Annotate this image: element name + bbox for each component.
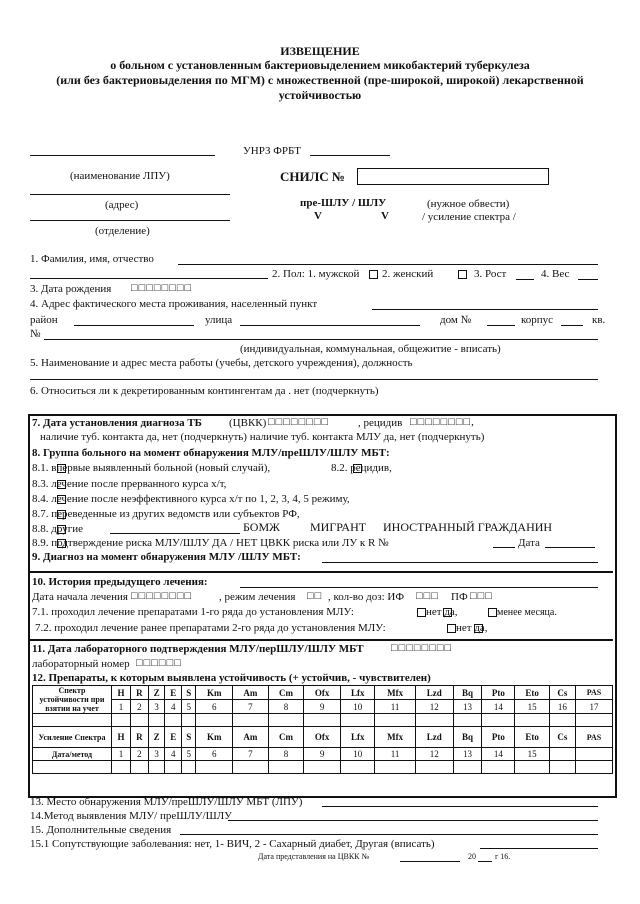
house-label: дом № [440,314,472,326]
detection-method-line[interactable] [228,820,598,821]
s12-heading: 12. Препараты, к которым выявлена устойчивость (+ устойчив, - чувствителен) [32,672,431,684]
diagnosis-line[interactable] [322,562,598,563]
year-line[interactable] [478,861,492,862]
blank-cell[interactable] [304,714,341,727]
drug-km: Km [196,686,233,700]
drug-z: Z [148,686,165,700]
drug-pto: Pto [482,686,515,700]
drug-num-row [33,700,613,714]
num2-cell[interactable]: 1 [112,748,131,761]
need-caption: (нужное обвести) [427,198,510,210]
unrz-label: УНРЗ ФРБТ [243,145,301,157]
check-mark-1: V [314,210,322,222]
settlement-line[interactable] [372,309,598,310]
cvkk-num-line[interactable] [493,547,515,548]
blank-cell[interactable] [375,761,415,774]
department-line[interactable] [30,220,230,221]
migrant-label: МИГРАНТ [310,520,367,534]
address-fact-label: 4. Адрес фактического места проживания, населенный пункт [30,298,318,310]
doc-subtitle-1: о больном с установленным бактериовыделением микобактерий туберкулеза [110,58,530,72]
dob-boxes[interactable]: □□□□□□□□ [131,282,193,294]
blank-cell[interactable] [575,761,612,774]
s8-heading: 8. Группа больного на момент обнаружения МЛУ/преШЛУ/ШЛУ МБТ: [32,447,390,459]
s8-item-8: 8.8. другие [32,523,83,535]
pf-doses-boxes[interactable]: □□□ [470,590,493,602]
drug2-cm: Cm [268,727,304,748]
drug2-ofx: Ofx [304,727,341,748]
s10-heading: 10. История предыдущего лечения: [32,576,208,588]
blank-cell [33,714,112,727]
dob-label: 3. Дата рождения [30,283,112,295]
first-line-yes-checkbox[interactable] [443,608,452,617]
contact-text: наличие туб. контакта да, нет (подчеркнуть) наличие туб. контакта МЛУ да, нет (подчеркнуть) [40,431,485,443]
drug-header-row [33,686,613,700]
blank-cell[interactable] [515,714,549,727]
sex-label: 2. Пол: 1. мужской [272,268,360,280]
snils-label: СНИЛС № [280,169,345,184]
blank-cell[interactable] [549,714,575,727]
history-line[interactable] [240,587,598,588]
address-caption: (адрес) [105,199,139,211]
s8-item-8-checkbox[interactable] [57,525,66,534]
s9-heading: 9. Диагноз на момент обнаружения МЛУ /ШЛУ МБТ: [32,551,301,563]
workplace-label: 5. Наименование и адрес места работы (учебы, детского учреждения), должность [30,357,413,369]
blank-cell[interactable] [482,761,515,774]
korpus-line[interactable] [561,325,583,326]
drug2-r: R [131,727,149,748]
male-checkbox[interactable] [369,270,378,279]
blank-cell[interactable] [182,714,196,727]
weight-line[interactable] [578,279,598,280]
apartment-num-label: № [30,328,41,340]
num-cell[interactable]: 2 [131,700,149,714]
num2-cell[interactable]: 2 [131,748,149,761]
blank-cell[interactable] [165,761,182,774]
blank-cell[interactable] [268,761,304,774]
lab-number-boxes[interactable]: □□□□□□ [136,657,182,669]
doc-subtitle-2: (или без бактериовыделения по МГМ) с множественной (пре-широкой, широкой) лекарственной [56,73,584,87]
num-cell[interactable]: 10 [341,700,375,714]
unrz-line[interactable] [310,155,390,156]
s8-item-1-checkbox[interactable] [57,464,66,473]
drug2-lzd: Lzd [415,727,453,748]
drug2-lfx: Lfx [341,727,375,748]
num2-cell[interactable]: 8 [268,748,304,761]
blank-cell[interactable] [482,714,515,727]
preshlu-label: пре-ШЛУ / ШЛУ [300,197,387,209]
blank-cell[interactable] [112,761,131,774]
drug2-am: Am [233,727,269,748]
blank-cell[interactable] [341,761,375,774]
num-cell[interactable]: 3 [148,700,165,714]
first-line-options: нет да, [426,606,458,618]
female-checkbox[interactable] [458,270,467,279]
amplification-cell: Усиление Спектра [33,727,112,748]
num-cell[interactable]: 6 [196,700,233,714]
first-line-no-checkbox[interactable] [417,608,426,617]
num-cell[interactable]: 15 [515,700,549,714]
foreigner-label: ИНОСТРАННЫЙ ГРАЖДАНИН [383,520,553,534]
diagnosis-date-boxes[interactable]: □□□□□□□□ [268,416,330,428]
num2-cell[interactable]: 6 [196,748,233,761]
weight-label: 4. Вес [541,268,570,280]
resistance-table [32,685,613,774]
num2-cell[interactable]: 11 [375,748,415,761]
treatment-start-label: Дата начала лечения [32,591,128,603]
num2-cell[interactable]: 9 [304,748,341,761]
relapse-label: , рецидив [358,417,403,429]
comorbidity-label: 15.1 Сопутствующие заболевания: нет, 1- ВИЧ, 2 - Сахарный диабет, Другая (вписать) [30,838,435,850]
s8-item-3: 8.3. лечение после прерванного курса х/т, [32,478,227,490]
street-label: улица [205,314,233,326]
second-line-text: 7.2. проходил лечение ранее препаратами 2-го ряда до установления МЛУ: [35,622,386,634]
num-cell[interactable]: 16 [549,700,575,714]
drug2-pas: PAS [575,727,612,748]
drug2-pto: Pto [482,727,515,748]
less-month-label: менее месяца. [497,607,557,618]
num2-cell[interactable]: 15 [515,748,549,761]
fio-line[interactable] [178,264,598,265]
first-line-month-checkbox[interactable] [488,608,497,617]
drug-lzd: Lzd [415,686,453,700]
drug-s: S [182,686,196,700]
drug-e: E [165,686,182,700]
regimen-boxes[interactable]: □□ [307,590,323,602]
blank-cell[interactable] [268,714,304,727]
blank-cell[interactable] [515,761,549,774]
drug-r: R [131,686,149,700]
drug2-km: Km [196,727,233,748]
drug-pas: PAS [575,686,612,700]
blank-cell[interactable] [182,761,196,774]
street-line[interactable] [240,325,420,326]
fio-line-2[interactable] [30,278,268,279]
blank-cell[interactable] [196,714,233,727]
drug2-e: E [165,727,182,748]
s8-item-7: 8.7. переведенные из других ведомств или субъектов РФ, [32,508,300,520]
blank-cell[interactable] [453,761,482,774]
district-line[interactable] [74,325,194,326]
blank-cell[interactable] [341,714,375,727]
district-label: район [30,314,58,326]
relapse-date-boxes[interactable]: □□□□□□□□, [410,416,475,428]
cvkk-date-label: Дата представления на ЦВКК № [258,852,370,861]
doc-subtitle-3: устойчивостью [278,88,362,102]
height-label: 3. Рост [474,268,507,280]
address-line[interactable] [30,194,230,195]
workplace-line[interactable] [30,379,598,380]
num-cell[interactable]: 4 [165,700,182,714]
num-cell[interactable]: 9 [304,700,341,714]
num-cell[interactable]: 14 [482,700,515,714]
date-method-cell: Дата/метод [33,748,112,761]
treatment-start-boxes[interactable]: □□□□□□□□ [131,590,193,602]
snils-input[interactable] [357,168,549,185]
separator-1 [28,571,613,573]
blank-cell[interactable] [233,714,269,727]
drug2-mfx: Mfx [375,727,415,748]
year-label: 20 [468,852,476,861]
s8-date-line[interactable] [545,547,595,548]
if-doses-boxes[interactable]: □□□ [416,590,439,602]
num-cell[interactable]: 13 [453,700,482,714]
s8-item-4-checkbox[interactable] [57,495,66,504]
num2-cell[interactable]: 5 [182,748,196,761]
drug2-h: H [112,727,131,748]
second-line-yes-checkbox[interactable] [474,624,483,633]
s8-item-2-checkbox[interactable] [353,464,362,473]
korpus-label: корпус [521,314,554,326]
spectrum-cell: Спектр устойчивости при взятии на учет [33,686,112,714]
blank-cell[interactable] [375,714,415,727]
num2-cell[interactable] [549,748,575,761]
blank-cell[interactable] [233,761,269,774]
num2-cell[interactable] [575,748,612,761]
year-suffix: г 16. [495,852,511,861]
apartment-label: кв. [592,314,606,326]
s8-item-3-checkbox[interactable] [57,480,66,489]
blank-row [33,714,613,727]
drug2-cs: Cs [549,727,575,748]
blank-cell[interactable] [131,761,149,774]
s8-item-7-checkbox[interactable] [57,510,66,519]
other-line[interactable] [110,533,240,534]
drug2-bq: Bq [453,727,482,748]
blank-cell[interactable] [148,761,165,774]
num2-cell[interactable]: 10 [341,748,375,761]
blank-cell[interactable] [196,761,233,774]
doses-label: , кол-во доз: ИФ [328,591,405,603]
s8-item-2: 8.2. рецидив, [331,462,392,474]
num-cell[interactable]: 5 [182,700,196,714]
additional-info-line[interactable] [180,834,598,835]
num2-cell[interactable]: 13 [453,748,482,761]
lpu-caption: (наименование ЛПУ) [70,170,170,182]
lab-date-boxes[interactable]: □□□□□□□□ [391,642,453,654]
s8-item-9-checkbox[interactable] [57,539,66,548]
lpu-line[interactable] [30,155,215,156]
drug-bq: Bq [453,686,482,700]
drug-h: H [112,686,131,700]
s8-item-1: 8.1. впервые выявленный больной (новый случай), [32,462,271,474]
s7-heading: 7. Дата установления диагноза ТБ [32,417,202,429]
drug2-eto: Eto [515,727,549,748]
detection-method-label: 14.Метод выявления МЛУ/ преШЛУ/ШЛУ [30,810,232,822]
num-cell[interactable]: 12 [415,700,453,714]
num2-cell[interactable]: 3 [148,748,165,761]
lab-number-label: лабораторный номер [32,658,130,670]
check-mark-2: V [381,210,389,222]
blank-cell[interactable] [112,714,131,727]
drug-cm: Cm [268,686,304,700]
female-label: 2. женский [382,268,434,280]
drug-cs: Cs [549,686,575,700]
s8-item-4: 8.4. лечение после неэффективного курса х/т по 1, 2, 3, 4, 5 режиму, [32,493,350,505]
drug-mfx: Mfx [375,686,415,700]
blank-cell[interactable] [415,761,453,774]
separator-2 [28,639,613,641]
pf-label: ПФ [451,591,468,603]
second-line-no-checkbox[interactable] [447,624,456,633]
regimen-label: , режим лечения [219,591,296,603]
detection-place-line[interactable] [322,806,598,807]
housing-type-caption: (индивидуальная, коммунальная, общежитие - вписать) [240,343,501,355]
num2-cell[interactable]: 14 [482,748,515,761]
blank-cell[interactable] [131,714,149,727]
drug-lfx: Lfx [341,686,375,700]
apartment-line[interactable] [44,339,598,340]
doc-title: ИЗВЕЩЕНИЕ [280,44,360,58]
drug-ofx: Ofx [304,686,341,700]
decreed-label: 6. Относиться ли к декретированным контингентам да . нет (подчеркнуть) [30,385,379,397]
homeless-label: БОМЖ [243,520,280,534]
num-cell[interactable]: 8 [268,700,304,714]
additional-info-label: 15. Дополнительные сведения [30,824,172,836]
num-cell[interactable]: 1 [112,700,131,714]
cvkk-number-line[interactable] [400,861,460,862]
s7-cvkk: (ЦВКК) [229,417,267,429]
s8-item-9: 8.9. подтверждение риска МЛУ/ШЛУ ДА / НЕТ ЦВКК риска или ЛУ к R № [32,537,389,549]
num-cell[interactable]: 7 [233,700,269,714]
comorbidity-line[interactable] [480,848,598,849]
blank-row-2 [33,761,613,774]
amplification-caption: / усиление спектра / [422,211,516,223]
blank-cell[interactable] [165,714,182,727]
blank-cell[interactable] [148,714,165,727]
blank-cell [33,761,112,774]
height-line[interactable] [516,279,534,280]
date-method-row [33,748,613,761]
detection-place-label: 13. Место обнаружения МЛУ/преШЛУ/ШЛУ МБТ (ЛПУ) [30,796,303,808]
drug-am: Am [233,686,269,700]
num-cell[interactable]: 17 [575,700,612,714]
num-cell[interactable]: 11 [375,700,415,714]
fio-label: 1. Фамилия, имя, отчество [30,253,154,265]
blank-cell[interactable] [549,761,575,774]
blank-cell[interactable] [575,714,612,727]
num2-cell[interactable]: 12 [415,748,453,761]
drug-eto: Eto [515,686,549,700]
blank-cell[interactable] [453,714,482,727]
drug2-s: S [182,727,196,748]
s8-date-label: Дата [518,537,540,549]
drug2-z: Z [148,727,165,748]
s11-heading: 11. Дата лабораторного подтверждения МЛУ/перШЛУ/ШЛУ МБТ [32,643,364,655]
first-line-text: 7.1. проходил лечение препаратами 1-го ряда до установления МЛУ: [32,606,354,618]
house-line[interactable] [487,325,515,326]
amplification-row [33,727,613,748]
blank-cell[interactable] [304,761,341,774]
num2-cell[interactable]: 4 [165,748,182,761]
second-line-options: нет да, [456,622,488,634]
department-caption: (отделение) [95,225,150,237]
blank-cell[interactable] [415,714,453,727]
num2-cell[interactable]: 7 [233,748,269,761]
